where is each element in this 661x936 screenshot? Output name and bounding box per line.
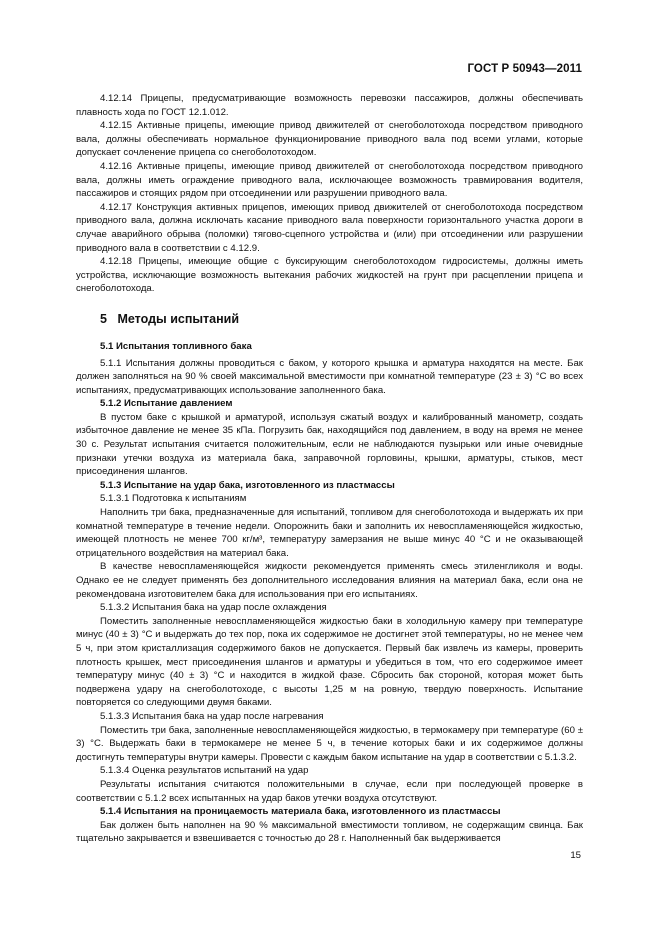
section-number: 5 — [100, 311, 107, 326]
subsection-5-1-3-1-heading: 5.1.3.1 Подготовка к испытаниям — [100, 493, 247, 505]
section-heading — [76, 312, 583, 326]
paragraph-4-12-15: 4.12.15 Активные прицепы, имеющие привод движителей от снегоболотохода посредством приводного вала, должны обеспечивать нормальное функционирование приводного вала под всеми углами, которые допускает сочленение прицепа со снегоболотоходом. — [76, 120, 583, 159]
subsection-5-1-2-heading: 5.1.2 Испытание давлением — [100, 398, 233, 410]
paragraph-4-12-17: 4.12.17 Конструкция активных прицепов, имеющих привод движителей от снегоболотохода посредством приводного вала, должна исключать касание приводного вала поверхности горизонтального участка дороги в случае аварийного обрыва (поломки) тягово-сцепного устройства и (или) при отсоединении или разрушении приводного вала в соответствии с 4.12.9. — [76, 201, 583, 254]
paragraph-5-1-4: Бак должен быть наполнен на 90 % максимальной вместимости топливом, не содержащим свинца. Бак тщательно закрывается и взвешивается с точностью до 28 г. Наполненный бак выдерживается — [76, 819, 583, 845]
paragraph-5-1-2: В пустом баке с крышкой и арматурой, используя сжатый воздух и калиброванный манометр, создать избыточное давление не менее 35 кПа. Погрузить бак, находящийся под давлением, в воду на время не менее 30 с. Результат испытания считается положительным, если не наблюдаются пузырьки или иные очевидные признаки утечки воздуха из материала бака, заправочной горловины, крышки, арматуры, стыков, мест присоединения шлангов. — [76, 411, 583, 478]
paragraph-5-1-3-1-b: В качестве невоспламеняющейся жидкости рекомендуется применять смесь этиленгликоля и воды. Однако ее не следует применять без дополнительного исследования влияния на материал бака, если она не рекомендована изготовителем бака для использования при его испытаниях. — [76, 561, 583, 600]
paragraph-4-12-16: 4.12.16 Активные прицепы, имеющие привод движителей от снегоболотохода посредством приводного вала, должны иметь ограждение приводного вала, исключающее возможность травмирования водителя, пассажиров и стоящих рядом при отсоединении или разрушении приводного вала. — [76, 160, 583, 200]
subsection-5-1-4-heading: 5.1.4 Испытания на проницаемость материала бака, изготовленного из пластмассы — [100, 806, 501, 818]
subsection-5-1-3-heading: 5.1.3 Испытание на удар бака, изготовленного из пластмассы — [100, 479, 395, 491]
paragraph-5-1-3-2: Поместить заполненные невоспламеняющейся жидкостью баки в холодильную камеру при температуре минус (40 ± 3) °С и выдержать до тех пор, пока их содержимое не достигнет этой температуры, но не менее чем 5 ч, при этом кристаллизация содержимого баков не допускается. Первый бак извлечь из камеры, проверить плотность крышек, мест присоединения шлангов и арматуры и убедиться в том, что его содержимое имеет температуру минус (40 ± 3) °С и находится в жидкой фазе. Сбросить бак стороной, которая может быть подвержена удару на снегоболотоходе, с высоты 1,25 м на ровную, твердую поверхность. Испытание повторяется со следующими двумя баками. — [76, 615, 583, 709]
subsection-5-1-3-3-heading: 5.1.3.3 Испытания бака на удар после нагревания — [100, 710, 324, 722]
paragraph-5-1-3-3: Поместить три бака, заполненные невоспламеняющейся жидкостью, в термокамеру при температуре (60 ± 3) °С. Выдержать баки в термокамере не менее 5 ч, в течение которых баки и их содержимое должны достигнуть температуры внутри камеры. Провести с каждым баком испытание на удар в соответствии с 5.1.3.2. — [76, 724, 583, 763]
paragraph-4-12-18: 4.12.18 Прицепы, имеющие общие с буксирующим снегоболотоходом гидросистемы, должны иметь устройства, исключающие возможность вытекания рабочих жидкостей на грунт при расцеплении прицепа и снегоболотохода. — [76, 256, 583, 295]
standard-header: ГОСТ Р 50943—2011 — [467, 63, 582, 75]
subsection-5-1-3-4-heading: 5.1.3.4 Оценка результатов испытаний на удар — [100, 765, 309, 777]
section-title: Методы испытаний — [117, 311, 240, 326]
paragraph-5-1-3-4: Результаты испытания считаются положительными в случае, если при последующей проверке в соответствии с 5.1.2 всех испытанных на удар баков утечки воздуха отсутствуют. — [76, 778, 583, 804]
paragraph-4-12-14: 4.12.14 Прицепы, предусматривающие возможность перевозки пассажиров, должны обеспечивать плавность хода по ГОСТ 12.1.012. — [76, 93, 583, 118]
subsection-5-1-3-2-heading: 5.1.3.2 Испытания бака на удар после охлаждения — [100, 602, 327, 614]
document-body — [76, 92, 583, 846]
page-number: 15 — [570, 850, 581, 861]
subsection-5-1-heading: 5.1 Испытания топливного бака — [100, 340, 252, 352]
paragraph-5-1-1: 5.1.1 Испытания должны проводиться с баком, у которого крышка и арматура находятся на месте. Бак должен заполняться на 90 % своей максимальной вместимости при комнатной температуре (23 ± 3) °С во всех испытаниях, предусматривающих использование заполненного бака. — [76, 357, 583, 396]
paragraph-5-1-3-1-a: Наполнить три бака, предназначенные для испытаний, топливом для снегоболотохода и выдержать их при комнатной температуре в течение недели. Опорожнить баки и заполнить их невоспламеняющейся жидкостью, имеющей плотность не менее 700 кг/м³, температуру замерзания не выше минус 40 °С и не оказывающей отрицательного воздействия на материал бака. — [76, 507, 583, 559]
